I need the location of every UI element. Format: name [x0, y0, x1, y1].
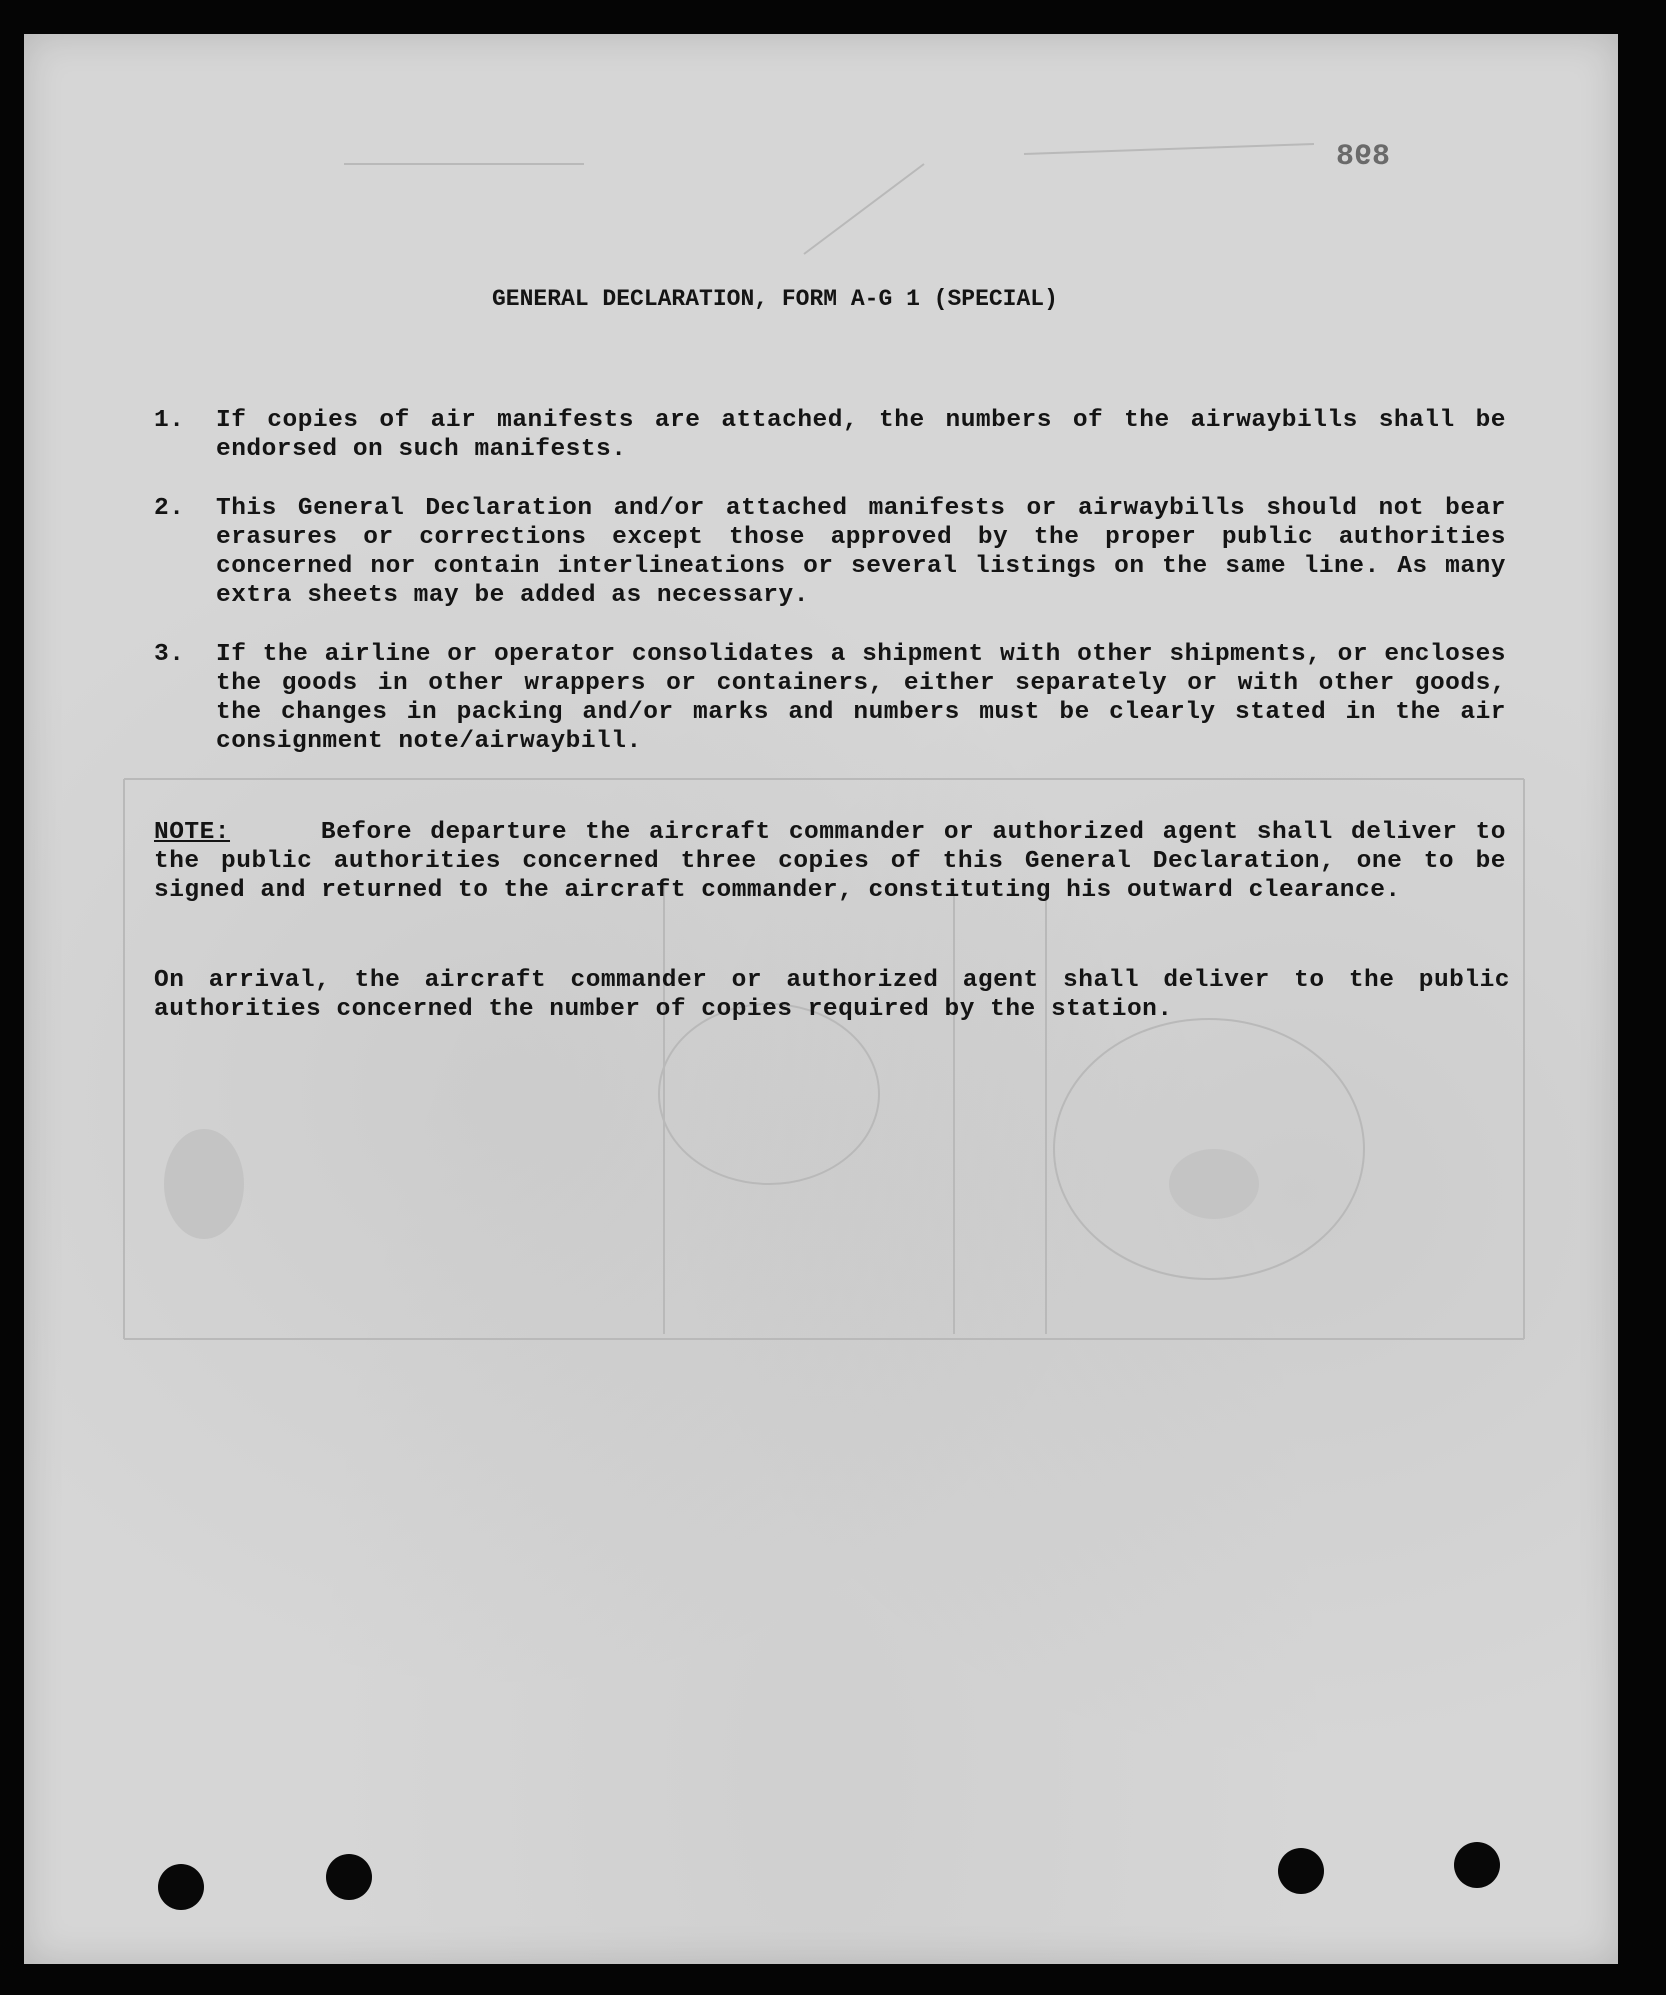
punch-hole — [158, 1864, 204, 1910]
item-text: This General Declaration and/or attached manifests or airwaybills should not bear erasures or corrections except those approved by the proper public authorities concerned nor contain interlineations or several listings on the same line. As many extra sheets may be added as necessary. — [216, 495, 1506, 609]
item-number: 3. — [154, 641, 185, 668]
page-number: 898 — [1336, 140, 1391, 174]
item-text: If the airline or operator consolidates a shipment with other shipments, or encloses the goods in other wrappers or containers, either separately or with other goods, the changes in packing and/or marks and numbers must be clearly stated in the air consignment note/airwaybill. — [216, 641, 1506, 755]
item-number: 2. — [154, 495, 185, 522]
document-page — [24, 34, 1618, 1964]
note-label: NOTE: — [154, 819, 231, 846]
item-number: 1. — [154, 407, 185, 434]
form-title: GENERAL DECLARATION, FORM A-G 1 (SPECIAL) — [492, 286, 1058, 312]
punch-hole — [1454, 1842, 1500, 1888]
punch-hole — [326, 1854, 372, 1900]
note-paragraph — [154, 818, 1506, 905]
note-text: Before departure the aircraft commander or authorized agent shall deliver to the public authorities concerned three copies of this General Declaration, one to be signed and returned to the aircraft commander, constituting his outward clearance. — [154, 819, 1506, 904]
arrival-paragraph: On arrival, the aircraft commander or authorized agent shall deliver to the public authorities concerned the number of copies required by the station. — [154, 967, 1510, 1023]
punch-hole — [1278, 1848, 1324, 1894]
item-text: If copies of air manifests are attached, the numbers of the airwaybills shall be endorsed on such manifests. — [216, 407, 1506, 463]
